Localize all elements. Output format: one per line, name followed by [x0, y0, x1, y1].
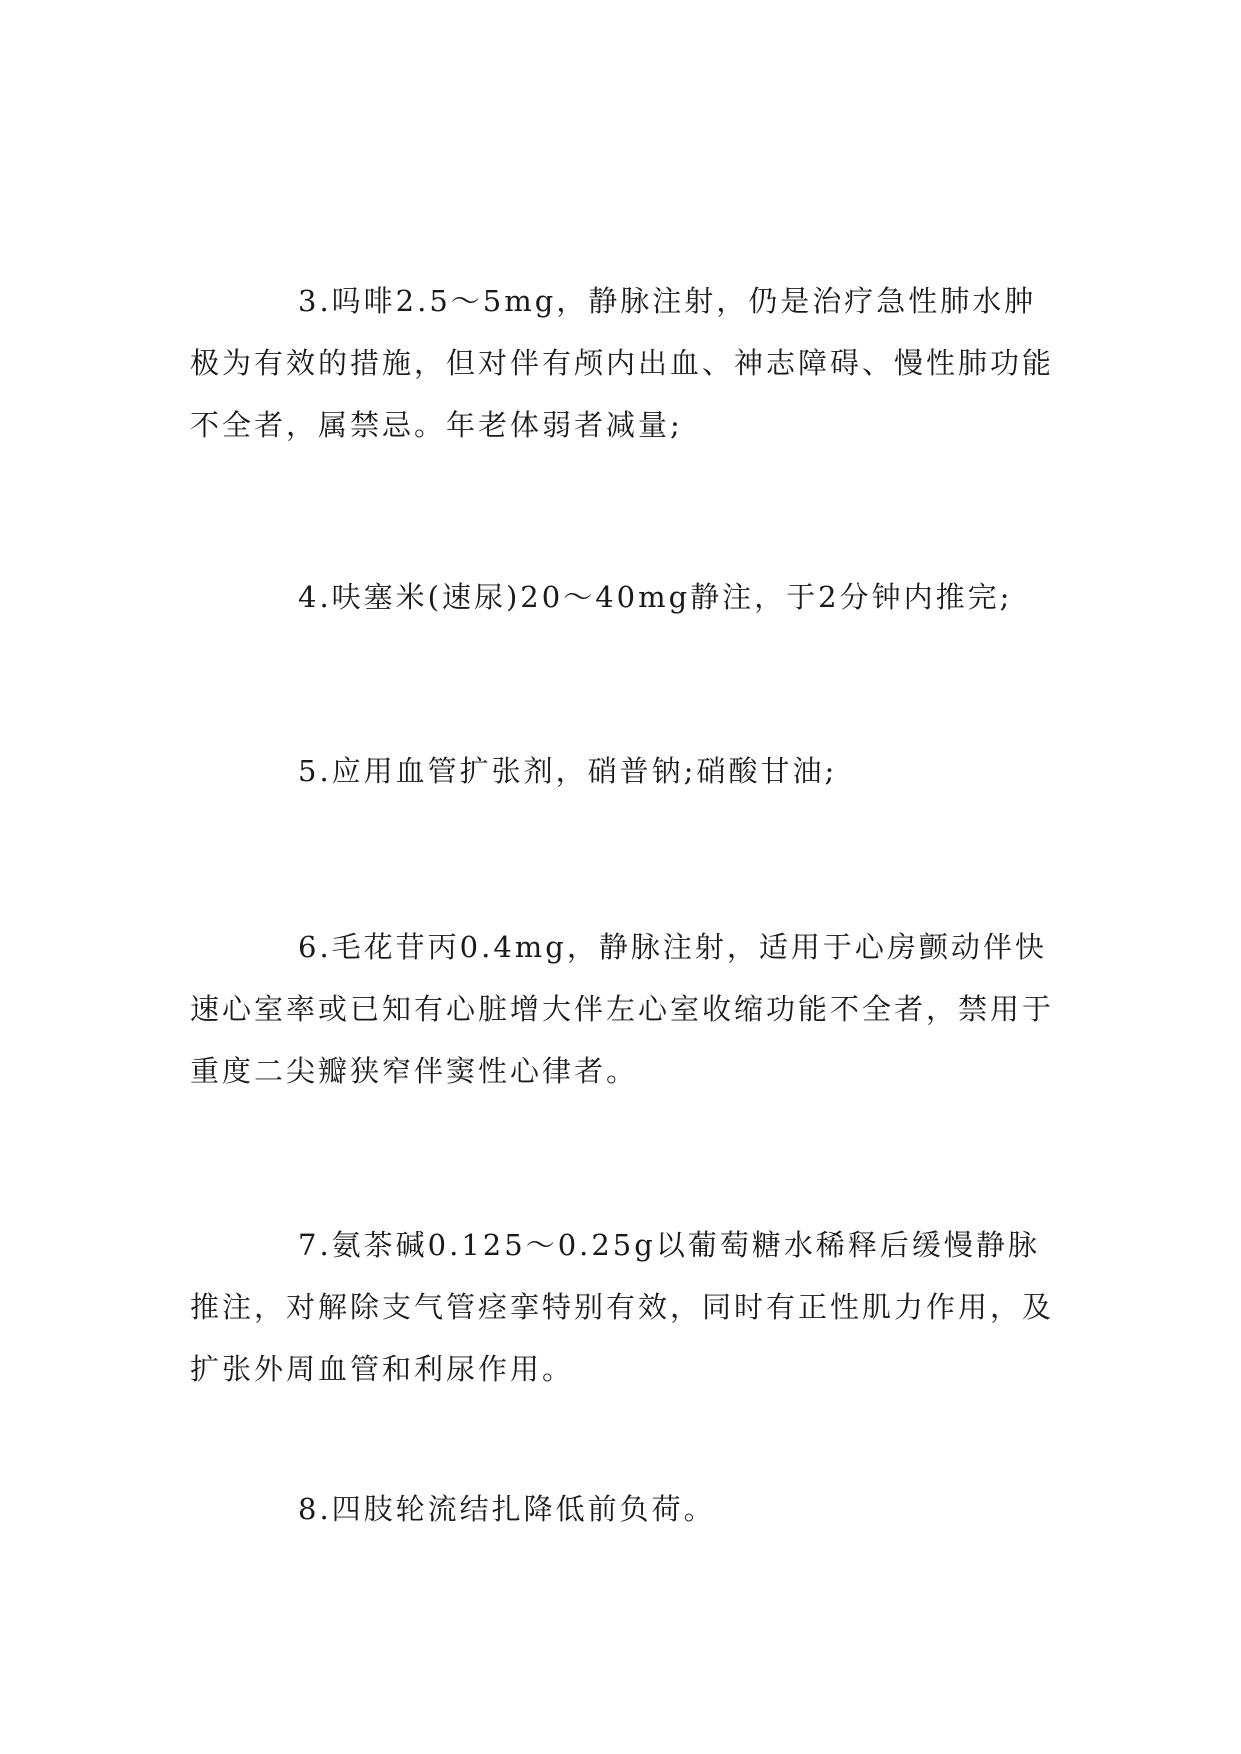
- paragraph-deslanoside: 6.毛花苷丙0.4mg，静脉注射，适用于心房颤动伴快速心室率或已知有心脏增大伴左心室收缩功能不全者，禁用于重度二尖瓣狭窄伴窦性心律者。: [190, 930, 1055, 1088]
- paragraph-morphine: 3.吗啡2.5～5mg，静脉注射，仍是治疗急性肺水肿极为有效的措施，但对伴有颅内出血、神志障碍、慢性肺功能不全者，属禁忌。年老体弱者减量;: [190, 284, 1055, 442]
- paragraph-tourniquet: 8.四肢轮流结扎降低前负荷。: [298, 1492, 716, 1526]
- paragraph-furosemide: 4.呋塞米(速尿)20～40mg静注，于2分钟内推完;: [298, 580, 1013, 614]
- paragraph-vasodilator: 5.应用血管扩张剂，硝普钠;硝酸甘油;: [298, 754, 838, 788]
- paragraph-aminophylline: 7.氨茶碱0.125～0.25g以葡萄糖水稀释后缓慢静脉推注，对解除支气管痉挛特别有效，同时有正性肌力作用，及扩张外周血管和利尿作用。: [190, 1228, 1055, 1386]
